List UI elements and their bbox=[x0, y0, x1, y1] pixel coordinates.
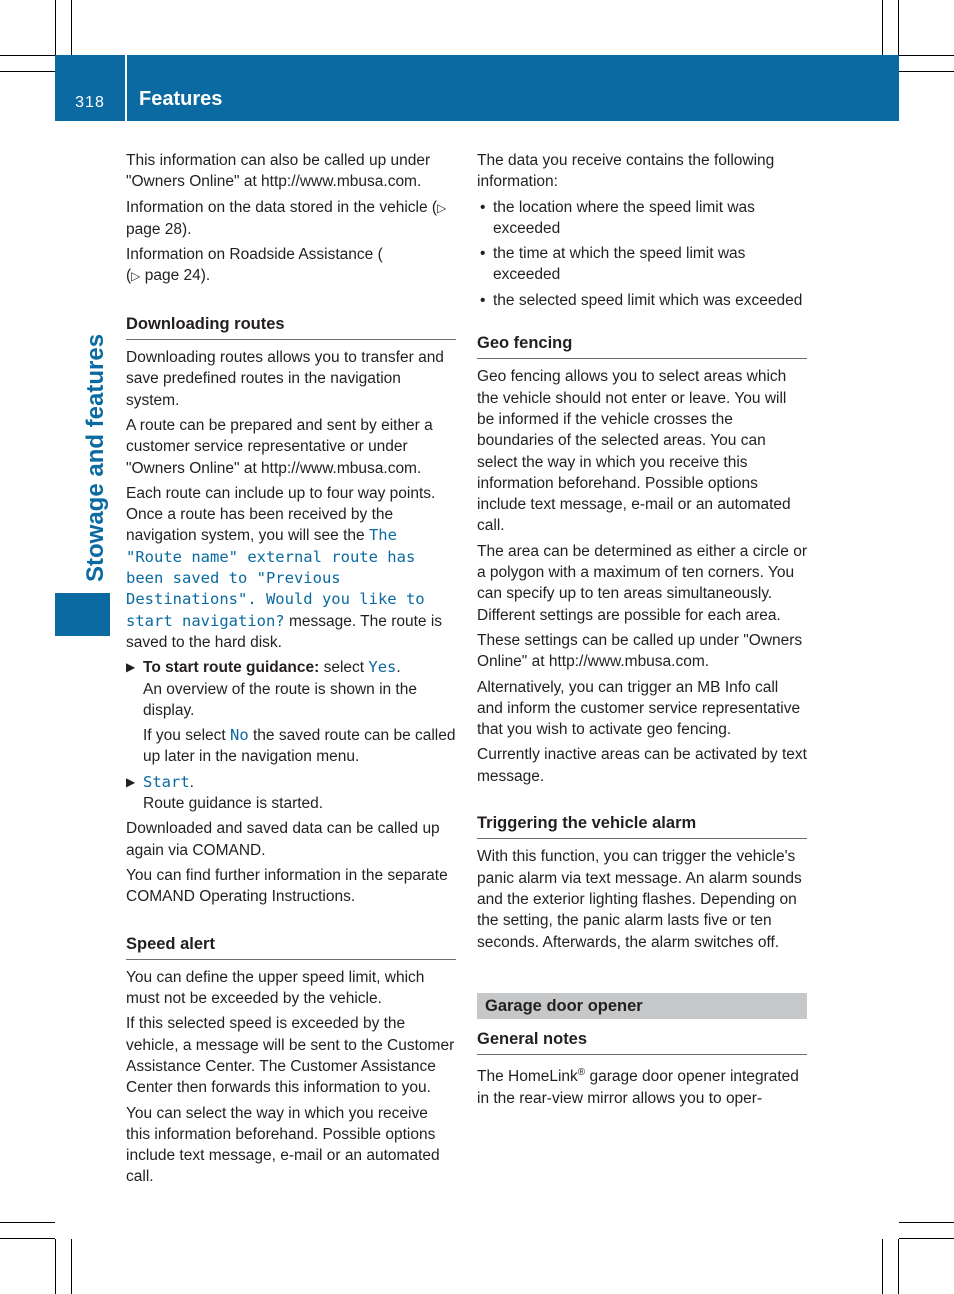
paragraph: This information can also be called up under "Owners Online" at http://www.mbusa.com. bbox=[126, 152, 431, 191]
text: . bbox=[189, 773, 194, 791]
display-message: The "Route name" external route has been saved to "Previous Destinations". Would you like to start navigation? bbox=[126, 526, 425, 630]
paragraph: Geo fencing allows you to select areas which the vehicle should not enter or leave. You will be informed if the vehicle crosses the boundaries of the selected areas. You can select the way in which you receive this information beforehand. Possible options include text message, e-mail or an automated call. bbox=[477, 368, 791, 535]
paragraph bbox=[477, 1062, 807, 1109]
text: If you select bbox=[143, 727, 231, 745]
section-heading: Speed alert bbox=[126, 934, 456, 960]
text: Information on Roadside Assistance ( bbox=[126, 246, 383, 264]
display-option: No bbox=[230, 726, 249, 745]
text: Each route can include up to four way points. Once a route has been received by the navigation system, you will see the bbox=[126, 484, 436, 545]
header-divider bbox=[125, 55, 127, 121]
crop-mark bbox=[898, 1239, 899, 1294]
paragraph: These settings can be called up under "Owners Online" at http://www.mbusa.com. bbox=[477, 631, 803, 671]
crop-mark bbox=[899, 71, 954, 72]
paragraph: Downloading routes allows you to transfer and save predefined routes in the navigation system. bbox=[126, 349, 444, 409]
text: page 28). bbox=[126, 220, 192, 238]
page-title: Features bbox=[139, 88, 223, 110]
paragraph: The area can be determined as either a circle or a polygon with a maximum of ten corners. You can specify up to ten areas simultaneously. Different settings are possible for each area. bbox=[477, 542, 807, 624]
text: garage door opener integrated in the rear-view mirror allows you to oper- bbox=[477, 1068, 799, 1107]
list-item: • the selected speed limit which was exceeded bbox=[477, 290, 807, 311]
paragraph: With this function, you can trigger the vehicle's panic alarm via text message. An alarm sounds and the exterior lighting flashes. Depending on the setting, the panic alarm lasts five or ten seconds. Afterwards, the alarm switches off. bbox=[477, 848, 802, 951]
crop-mark bbox=[899, 1222, 954, 1223]
paragraph: The data you receive contains the following information: bbox=[477, 152, 775, 191]
page-number: 318 bbox=[75, 94, 105, 111]
step-arrow-icon: ▶ bbox=[126, 774, 136, 789]
crop-mark bbox=[0, 55, 55, 56]
list-item: • the location where the speed limit was exceeded bbox=[477, 197, 807, 240]
display-option: Start bbox=[143, 772, 190, 791]
text: Information on the data stored in the vehicle ( bbox=[126, 198, 438, 216]
crop-mark bbox=[71, 0, 72, 55]
paragraph bbox=[126, 197, 456, 241]
section-heading: Downloading routes bbox=[126, 314, 456, 340]
crop-mark bbox=[0, 1222, 55, 1223]
crop-mark bbox=[55, 0, 56, 55]
paragraph: You can select the way in which you receive this information beforehand. Possible options include text message, e-mail or an automated call. bbox=[126, 1104, 440, 1186]
text: page 24). bbox=[140, 267, 211, 285]
instruction-step bbox=[126, 657, 456, 721]
crop-mark bbox=[882, 0, 883, 55]
paragraph: Currently inactive areas can be activated by text message. bbox=[477, 746, 807, 785]
paragraph: A route can be prepared and sent by either a customer service representative or under "Owners Online" at http://www.mbusa.com. bbox=[126, 416, 433, 477]
chapter-marker bbox=[55, 593, 110, 636]
text: the saved route can be called up later in the navigation menu. bbox=[143, 727, 456, 766]
paragraph bbox=[126, 483, 456, 653]
left-column bbox=[126, 150, 456, 1192]
list-item: • the time at which the speed limit was exceeded bbox=[477, 243, 807, 286]
crop-mark bbox=[899, 1238, 954, 1239]
paragraph bbox=[126, 725, 456, 768]
crop-mark bbox=[899, 55, 954, 56]
text: ( bbox=[126, 267, 132, 285]
text: message. The route is saved to the hard disk. bbox=[126, 612, 443, 651]
paragraph: You can find further information in the separate COMAND Operating Instructions. bbox=[126, 866, 448, 906]
paragraph bbox=[126, 244, 456, 288]
registered-mark: ® bbox=[577, 1067, 586, 1079]
page-ref-icon: ▷ bbox=[437, 200, 447, 215]
text: The HomeLink bbox=[477, 1068, 578, 1086]
paragraph: Downloaded and saved data can be called up again via COMAND. bbox=[126, 820, 440, 859]
crop-mark bbox=[55, 1239, 56, 1294]
bullet-list bbox=[477, 197, 807, 311]
crop-mark bbox=[71, 1239, 72, 1294]
text: . bbox=[396, 659, 401, 677]
crop-mark bbox=[0, 71, 55, 72]
text: select bbox=[319, 659, 369, 677]
display-option: Yes bbox=[368, 658, 397, 677]
section-heading: Triggering the vehicle alarm bbox=[477, 813, 807, 839]
step-result: An overview of the route is shown in the display. bbox=[143, 680, 417, 719]
crop-mark bbox=[882, 1239, 883, 1294]
section-heading: Geo fencing bbox=[477, 333, 807, 359]
instruction-step bbox=[126, 772, 456, 815]
section-heading: General notes bbox=[477, 1029, 807, 1055]
page-header bbox=[55, 55, 899, 121]
page-ref-icon: ▷ bbox=[131, 269, 141, 284]
crop-mark bbox=[898, 0, 899, 55]
step-label: To start route guidance: bbox=[143, 659, 320, 677]
chapter-section-bar: Garage door opener bbox=[477, 993, 807, 1019]
right-column bbox=[477, 150, 807, 1113]
step-arrow-icon: ▶ bbox=[126, 660, 136, 675]
chapter-tab bbox=[55, 121, 110, 636]
paragraph: Alternatively, you can trigger an MB Info call and inform the customer service representative that you wish to activate geo fencing. bbox=[477, 678, 801, 739]
crop-mark bbox=[0, 1238, 55, 1239]
step-result: Route guidance is started. bbox=[143, 795, 324, 813]
paragraph: You can define the upper speed limit, which must not be exceeded by the vehicle. bbox=[126, 968, 425, 1008]
chapter-label: Stowage and features bbox=[82, 333, 109, 582]
paragraph: If this selected speed is exceeded by the vehicle, a message will be sent to the Customer Assistance Center. The Customer Assistance Center then forwards this information to you. bbox=[126, 1015, 455, 1097]
